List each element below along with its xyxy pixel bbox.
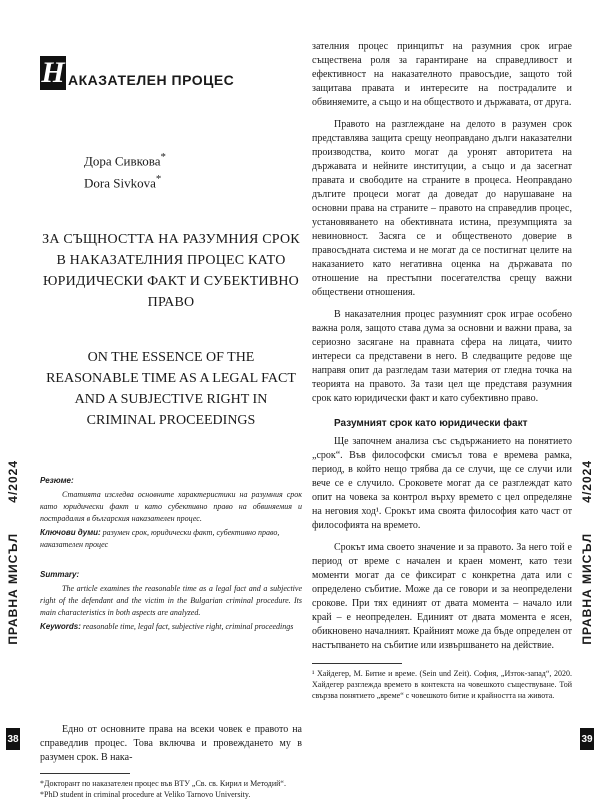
body-paragraph: Ще започнем анализа със съдържанието на понятието „срок“. Във философски смисъл това е времева рамка, период, в който нещо трябва да се случи, ще се случи или вече се е случило. Сроковете могат да се разглеждат като опит на човека за контрол върху времето с цел определяне на неговия ход¹. Срокът има своята философия като част от философията на времето. [312,436,572,531]
footnote-1: ¹ Хайдегер, М. Битие и време. (Sein und Zeit). София, „Изток-запад“, 2020. Хайдегер разглежда времето в контекста на човешкото съществуване. Той свързва понятието „време“ с човешкото битие и крайността на живота. [312,669,572,700]
left-sidebar [6,460,20,750]
category-rest: АКАЗАТЕЛЕН ПРОЦЕС [68,72,235,88]
body-paragraph: зателния процес принципът на разумния срок играе съществена роля за гарантиране на справедливост и ефективност на наказателното правосъдие, защото той защитава правата и интересите на пострадалите и обвиняемите, а също и на обществото и държавата, от друга. [312,41,572,108]
left-issue-label: 4/2024 [6,460,20,503]
author-mark-bg: * [160,151,166,163]
abstract-en-text: The article examines the reasonable time as a legal fact and a subjective right of the defendant and the victim in the Bulgarian criminal procedure. Its main characteristics in both aspects are analyzed. [40,583,302,617]
footnote-author-en: *PhD student in criminal procedure at Veliko Tarnovo University. [40,789,251,799]
body-paragraph: В наказателния процес разумният срок играе особено важна роля, защото става дума за основни и важни права, за сериозно засягане на правната сфера на лицата, чиито интереси са представени в него. В следващите редове ще направя опит да разгледам тази материя от гледна точка на теорията на правото. За тази цел ще представя разумния срок като юридически факт и като субективно право. [312,309,572,404]
abstract-en-heading: Summary: [40,569,80,579]
right-journal-name: ПРАВНА МИСЪЛ [580,532,594,645]
author-mark-en: * [155,173,162,186]
right-sidebar [580,80,594,750]
section-category [40,50,302,90]
footnote-divider [312,663,402,664]
keywords-bg-text: разумен срок, юридически факт, субективно право, наказателен процес [40,527,280,549]
keywords-bg-label: Ключови думи: [40,527,101,537]
right-page-number: 39 [580,728,594,750]
abstract-bg-text: Статията изследва основните характеристики на разумния срок като юридически факт и като субективно право на обвиняемия и пострадалия в българския наказателен процес. [40,489,302,523]
article-title-en: ON THE ESSENCE OF THE REASONABLE TIME AS A LEGAL FACT AND A SUBJECTIVE RIGHT IN CRIMINAL PROCEEDINGS [46,349,296,428]
left-page-number: 38 [6,728,20,750]
footnote-author-bg: *Докторант по наказателен процес във ВТУ „Св. св. Кирил и Методий“. [40,778,286,788]
body-paragraph: Правото на разглеждане на делото в разумен срок представлява защита срещу неоправдано дълги наказателни производства, които могат да уронят авторитета на държавата и нейните институции, а също и да засегнат правата и свободите на страните в процеса. Неоправдано дългите процеси могат да доведат до нарушаване на основни права на страните – правото на справедлив процес, установяването на обективната истина, презумпцията за невиновност. Засяга се и общественото доверие в правосъдната система и не могат да се постигнат целите на наказанието като негативна оценка на държавата по отношение на престъпни посегателства срещу важни обществени отношения. [312,119,572,298]
right-column [312,40,572,701]
right-issue-label: 4/2024 [580,460,594,503]
author-name-en: Dora Sivkova [84,175,156,191]
article-title-bg: ЗА СЪЩНОСТТА НА РАЗУМНИЯ СРОК В НАКАЗАТЕЛНИЯ ПРОЦЕС КАТО ЮРИДИЧЕСКИ ФАКТ И СУБЕКТИВНО ПРАВО [42,231,300,310]
footnote-divider [40,773,130,774]
category-initial: Н [41,56,65,89]
author-bg [84,148,302,170]
keywords-en-label: Keywords: [40,621,81,631]
body-paragraph: Срокът има своето значение и за правото. За него той е период от време с начален и краен момент, като тези моменти могат да се фиксират с конкретна дата или с определено събитие. Може да се говори и за неопределени срокове. При тях единият от двата момента – начало или край – е неопределен. Единият от двата момента е ясен, обикновено началният. Крайният може да бъде определен от настъпването на събитие или извършването на действие. [312,542,572,651]
author-en [84,170,302,192]
section-heading: Разумният срок като юридически факт [334,418,528,429]
left-journal-name: ПРАВНА МИСЪЛ [6,532,20,645]
author-name-bg: Дора Сивкова [84,153,161,169]
left-column [40,40,302,800]
abstract-bg-heading: Резюме: [40,475,74,485]
footnote-block [312,663,572,701]
abstract-en [40,569,302,633]
body-paragraph: Едно от основните права на всеки човек е правото на справедлив процес. Това включва и провеждането му в разумен срок. В нака- [40,723,302,763]
authors [84,148,302,193]
keywords-bg [40,527,302,551]
keywords-en [40,621,302,633]
keywords-en-text: reasonable time, legal fact, subjective right, criminal proceedings [82,621,294,631]
abstract-bg [40,475,302,551]
